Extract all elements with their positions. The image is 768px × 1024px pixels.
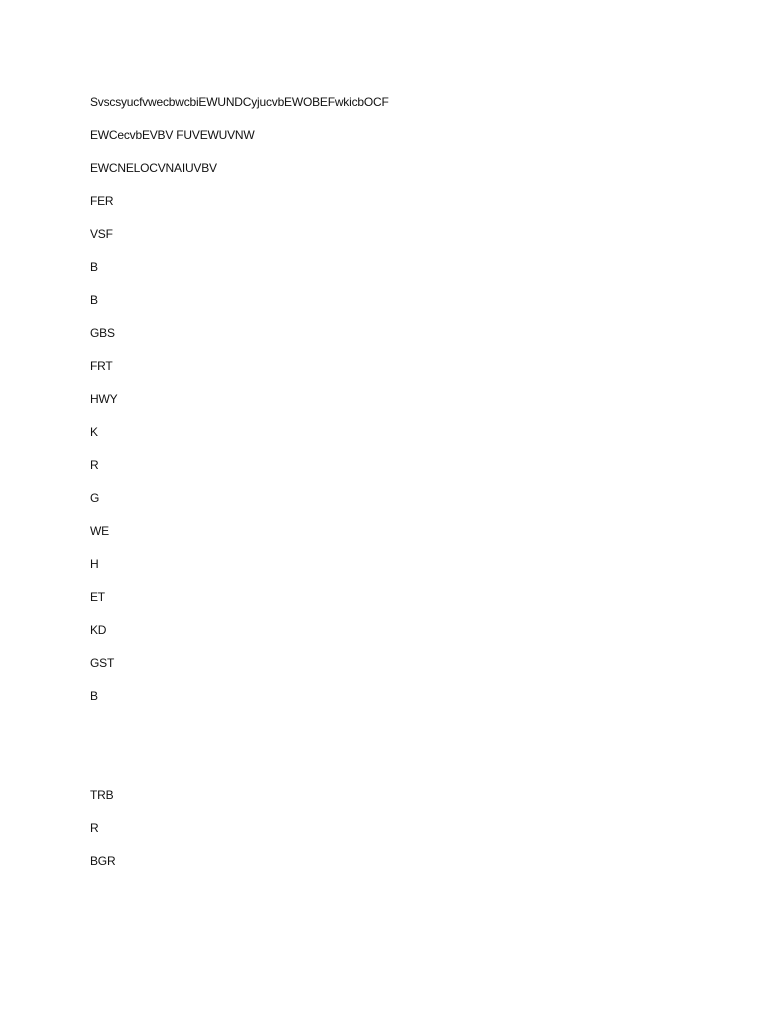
text-line: EWCNELOCVNAIUVBV bbox=[90, 161, 217, 175]
text-line: EWCecvbEVBV FUVEWUVNW bbox=[90, 128, 255, 142]
text-line: ET bbox=[90, 590, 105, 604]
text-line: GBS bbox=[90, 326, 115, 340]
text-line: G bbox=[90, 491, 100, 505]
text-line: FER bbox=[90, 194, 114, 208]
text-line: KD bbox=[90, 623, 107, 637]
text-line: SvscsyucfvwecbwcbiEWUNDCyjucvbEWOBEFwkicbOCF bbox=[90, 95, 389, 109]
text-line: R bbox=[90, 458, 99, 472]
document-body bbox=[90, 93, 730, 885]
text-line: R bbox=[90, 821, 99, 835]
text-line: VSF bbox=[90, 227, 113, 241]
text-line: B bbox=[90, 293, 98, 307]
text-line: K bbox=[90, 425, 98, 439]
text-line: H bbox=[90, 557, 99, 571]
text-line: B bbox=[90, 260, 98, 274]
text-line: BGR bbox=[90, 854, 116, 868]
text-line: B bbox=[90, 689, 98, 703]
text-line: TRB bbox=[90, 788, 114, 802]
text-line: GST bbox=[90, 656, 115, 670]
text-line: HWY bbox=[90, 392, 118, 406]
text-line: WE bbox=[90, 524, 109, 538]
text-line: FRT bbox=[90, 359, 113, 373]
